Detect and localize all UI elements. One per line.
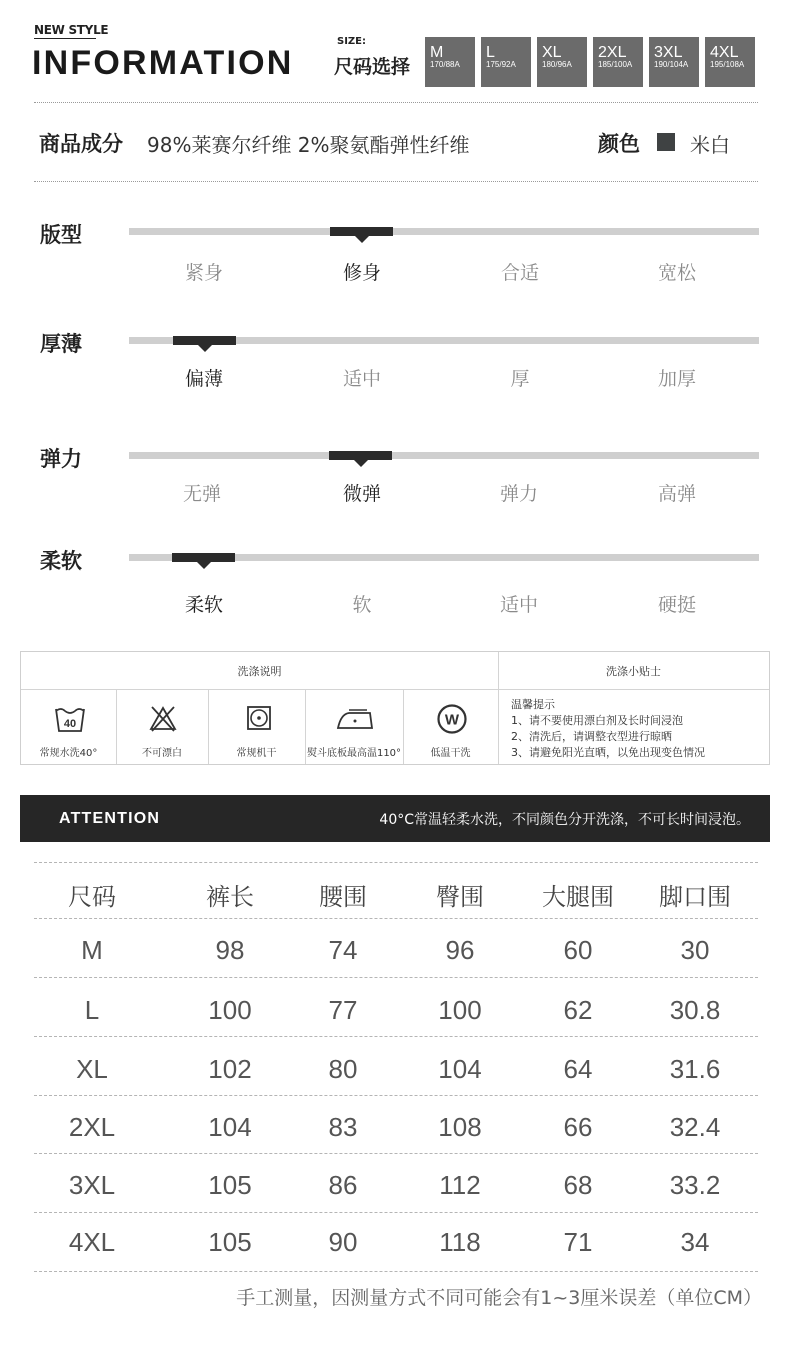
scale-option: 合适 [500,262,539,284]
table-header: 尺码 [68,883,116,911]
size-label: SIZE: [337,36,367,47]
care-caption: 熨斗底板最高温110° [306,748,402,759]
care-caption: 低温干洗 [430,748,471,759]
scale-option: 软 [352,594,372,616]
care-tip: 3、请避免阳光直晒，以免出现变色情况 [511,746,705,759]
size-name: 2XL [598,44,627,61]
table-cell: M [81,935,103,965]
table-cell: 104 [438,1054,482,1084]
scale-label-fit: 版型 [40,223,82,247]
scale-option: 弹力 [499,483,538,505]
table-header: 臀围 [436,883,484,911]
table-cell: 100 [208,995,252,1025]
table-cell: L [84,995,100,1025]
care-tip: 2、清洗后，请调整衣型进行晾晒 [511,730,672,743]
wet-clean-letter: W [444,711,460,729]
scale-option-selected: 修身 [342,262,381,284]
table-cell: 104 [208,1112,252,1142]
scale-track-elasticity [129,452,759,459]
scale-option: 硬挺 [657,594,696,616]
table-cell: 68 [563,1170,593,1200]
attention-title: ATTENTION [59,810,161,827]
size-spec: 195/108A [710,60,745,69]
composition-value: 98%莱赛尔纤维 2%聚氨酯弹性纤维 [147,133,470,157]
scale-marker-fit [330,227,393,236]
size-options [425,37,755,87]
table-line [34,918,758,919]
table-cell: 105 [208,1227,252,1257]
table-cell: 64 [563,1054,593,1084]
size-option-xl[interactable] [537,37,587,87]
size-option-2xl[interactable] [593,37,643,87]
page-title: INFORMATION [32,44,294,82]
table-line [34,1095,758,1096]
table-line [34,862,758,863]
divider [34,102,758,103]
table-line [34,1212,758,1213]
size-name: M [430,44,444,61]
scale-marker-softness [172,553,235,562]
table-cell: 108 [438,1112,482,1142]
scale-option: 加厚 [657,368,696,390]
scale-option: 适中 [342,368,381,390]
table-cell: 77 [328,995,358,1025]
size-spec: 190/104A [654,60,689,69]
table-cell: 83 [328,1112,358,1142]
wash-temperature-text: 40 [63,718,77,730]
new-style-underline [34,38,96,39]
size-spec: 185/100A [598,60,633,69]
attention-banner [20,795,770,842]
size-option-4xl[interactable] [705,37,755,87]
table-line [34,1271,758,1272]
table-cell: 100 [438,995,482,1025]
size-name: 4XL [710,44,739,61]
table-line [34,1036,758,1037]
scale-option: 紧身 [184,262,223,284]
color-label: 颜色 [598,132,640,156]
care-tips-header: 洗涤小贴士 [606,665,661,678]
scale-marker-elasticity [329,451,392,460]
scale-label-thickness: 厚薄 [40,332,82,356]
care-tips-title: 温馨提示 [511,698,555,711]
table-cell: 34 [680,1227,710,1257]
wet-clean-icon [436,703,468,735]
table-header: 脚口围 [659,883,731,911]
table-cell: 71 [563,1227,593,1257]
table-line [34,1153,758,1154]
wash-40-icon [53,704,87,734]
table-cell: 90 [328,1227,358,1257]
scale-label-elasticity: 弹力 [40,447,82,471]
table-cell: 66 [563,1112,593,1142]
scale-option: 厚 [510,368,530,390]
iron-icon [335,704,375,732]
size-spec: 175/92A [486,60,516,69]
scale-option: 高弹 [657,483,696,505]
size-name: 3XL [654,44,683,61]
care-caption: 常规机干 [236,748,277,759]
care-caption: 不可漂白 [142,748,182,759]
care-table-divider [21,689,769,690]
scale-track-fit [129,228,759,235]
color-swatch [657,133,675,151]
composition-label: 商品成分 [39,132,123,156]
table-cell: 2XL [68,1112,116,1142]
care-table [20,651,770,765]
table-cell: 118 [439,1227,481,1257]
table-cell: 96 [445,935,475,965]
size-spec: 180/96A [542,60,572,69]
tumble-dry-icon [245,704,273,732]
size-option-3xl[interactable] [649,37,699,87]
scale-option: 无弹 [182,483,221,505]
table-cell: 74 [328,935,358,965]
size-name: XL [542,44,562,61]
size-option-m[interactable] [425,37,475,87]
table-cell: 33.2 [669,1170,721,1200]
color-value: 米白 [690,133,730,157]
table-cell: 86 [328,1170,358,1200]
care-tip: 1、请不要使用漂白剂及长时间浸泡 [511,714,683,727]
table-cell: 98 [215,935,245,965]
size-option-l[interactable] [481,37,531,87]
table-header: 大腿围 [542,883,614,911]
size-select-label: 尺码选择 [334,56,411,78]
new-style-label: NEW STYLE [34,23,109,37]
table-header: 腰围 [319,883,367,911]
table-cell: 4XL [68,1227,116,1257]
measurement-footnote: 手工测量，因测量方式不同可能会有1~3厘米误差（单位CM） [236,1287,762,1309]
table-header: 裤长 [206,883,254,911]
care-tips [511,697,705,761]
table-cell: 30 [680,935,710,965]
table-cell: 30.8 [669,995,721,1025]
scale-option-selected: 柔软 [184,594,223,616]
scale-option-selected: 微弹 [342,483,381,505]
table-line [34,977,758,978]
table-cell: XL [76,1054,108,1084]
table-cell: 105 [208,1170,252,1200]
table-cell: 31.6 [669,1054,721,1084]
table-cell: 112 [439,1170,481,1200]
table-cell: 80 [328,1054,358,1084]
table-cell: 60 [563,935,593,965]
scale-marker-thickness [173,336,236,345]
scale-label-softness: 柔软 [40,549,82,573]
no-bleach-icon [148,704,178,734]
table-cell: 32.4 [669,1112,721,1142]
care-instructions-header: 洗涤说明 [237,665,282,678]
size-name: L [486,44,495,61]
attention-text: 40°C常温轻柔水洗，不同颜色分开洗涤，不可长时间浸泡。 [379,812,750,828]
table-cell: 62 [563,995,593,1025]
scale-option-selected: 偏薄 [184,368,223,390]
table-cell: 102 [208,1054,252,1084]
scale-option: 宽松 [657,262,696,284]
scale-option: 适中 [499,594,538,616]
size-spec: 170/88A [430,60,460,69]
table-cell: 3XL [68,1170,116,1200]
care-caption: 常规水洗40° [39,748,98,759]
divider [34,181,758,182]
